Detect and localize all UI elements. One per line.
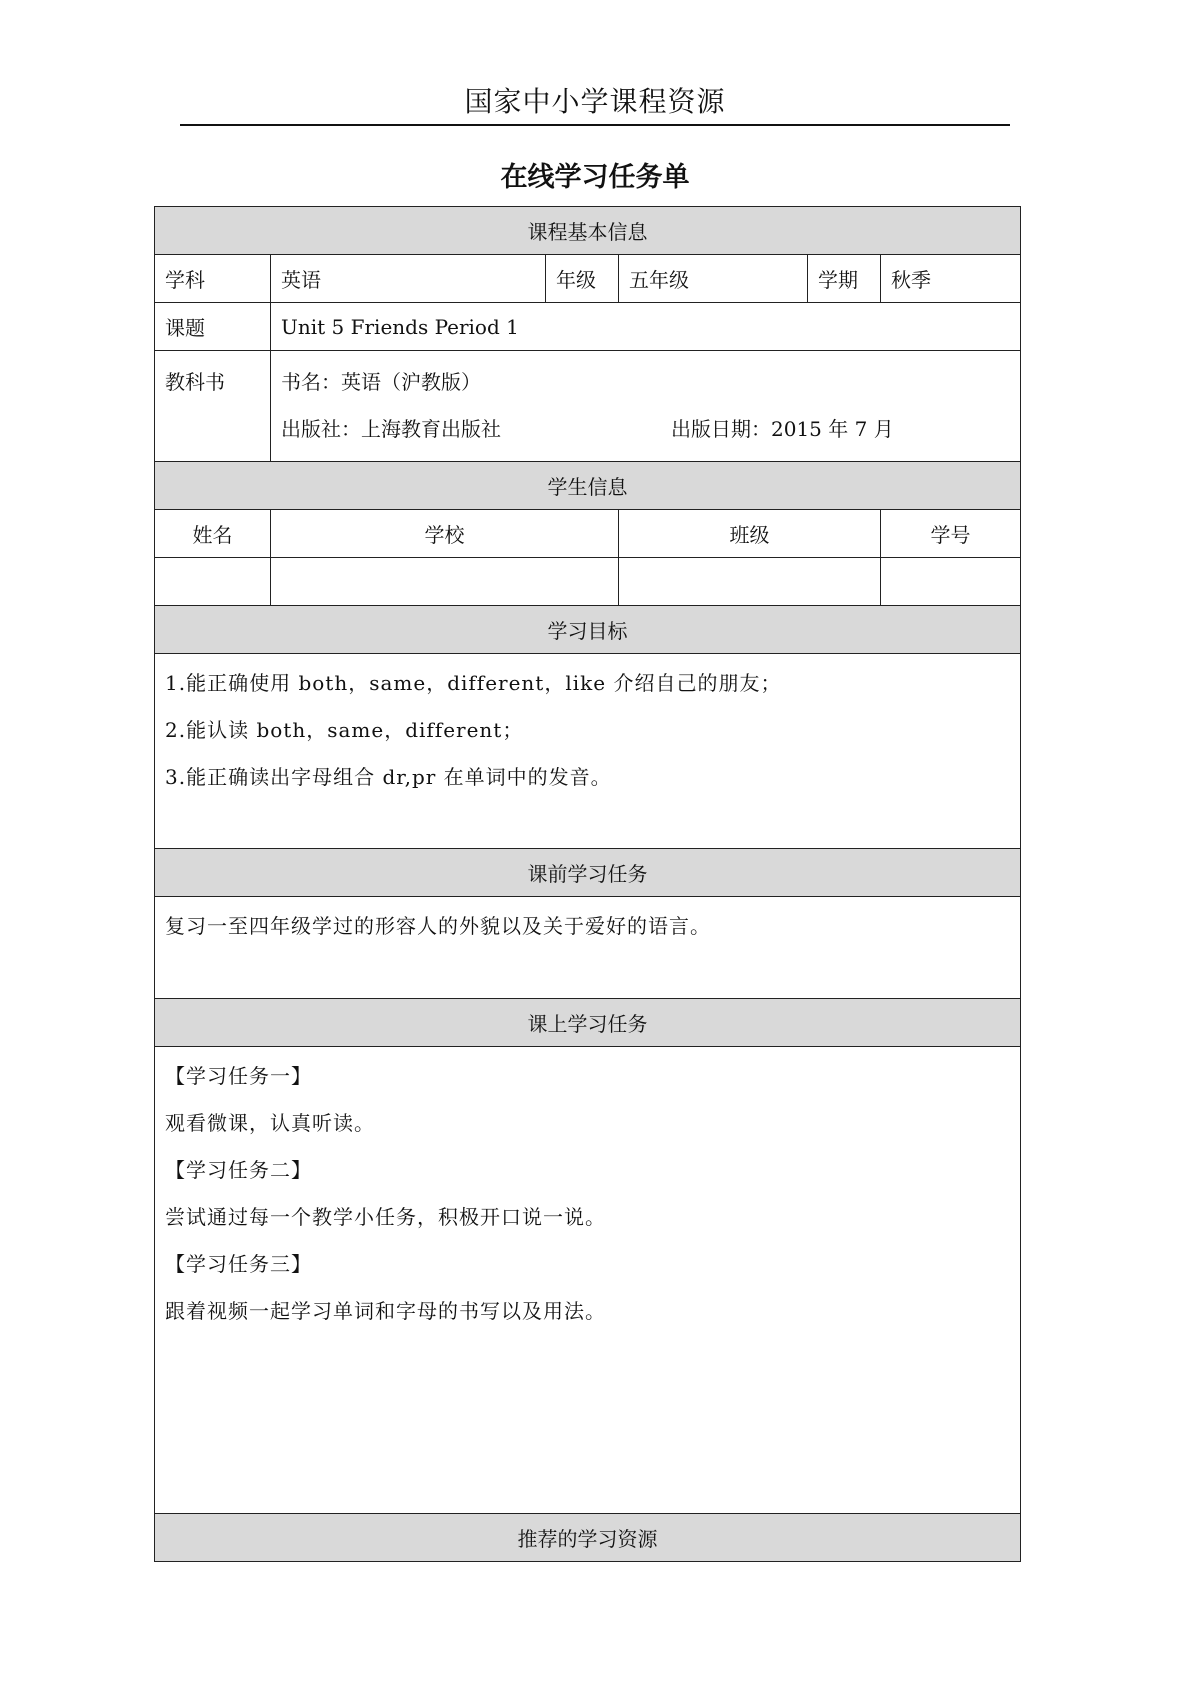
section-student-info: 学生信息 (155, 462, 1021, 510)
student-school-header: 学校 (271, 510, 619, 558)
grade-value: 五年级 (619, 255, 808, 303)
section-course-info: 课程基本信息 (155, 207, 1021, 255)
textbook-info (271, 351, 1021, 462)
student-school-field[interactable] (271, 558, 619, 606)
site-header-title: 国家中小学课程资源 (464, 85, 726, 118)
term-label: 学期 (808, 255, 881, 303)
student-id-field[interactable] (881, 558, 1021, 606)
topic-label: 课题 (155, 303, 271, 351)
student-class-field[interactable] (619, 558, 881, 606)
task-sheet-table (154, 206, 1021, 1562)
task-description: 尝试通过每一个教学小任务，积极开口说一说。 (165, 1205, 606, 1229)
student-class-header: 班级 (619, 510, 881, 558)
grade-label: 年级 (546, 255, 619, 303)
header-divider (180, 124, 1010, 126)
section-in-class: 课上学习任务 (155, 999, 1021, 1047)
in-class-content (155, 1047, 1021, 1514)
section-pre-class: 课前学习任务 (155, 849, 1021, 897)
section-resources: 推荐的学习资源 (155, 1514, 1021, 1562)
publish-date: 出版日期：2015 年 7 月 (671, 417, 894, 441)
publisher-line (281, 406, 1010, 453)
student-id-header: 学号 (881, 510, 1021, 558)
topic-value: Unit 5 Friends Period 1 (271, 303, 1021, 351)
objectives-content (155, 654, 1021, 849)
task-heading: 【学习任务一】 (165, 1064, 312, 1088)
pre-class-content (155, 897, 1021, 999)
subject-label: 学科 (155, 255, 271, 303)
objective-item: 2.能认读 both，same，different； (165, 718, 524, 742)
section-objectives: 学习目标 (155, 606, 1021, 654)
pre-class-text: 复习一至四年级学过的形容人的外貌以及关于爱好的语言。 (165, 914, 711, 938)
document-title: 在线学习任务单 (500, 162, 690, 193)
textbook-label (155, 351, 271, 462)
subject-value: 英语 (271, 255, 546, 303)
task-description: 跟着视频一起学习单词和字母的书写以及用法。 (165, 1299, 606, 1323)
book-name: 书名：英语（沪教版） (281, 370, 481, 394)
student-name-field[interactable] (155, 558, 271, 606)
objective-item: 3.能正确读出字母组合 dr,pr 在单词中的发音。 (165, 765, 612, 789)
publisher: 出版社：上海教育出版社 (281, 417, 501, 441)
objective-item: 1.能正确使用 both，same，different，like 介绍自己的朋友； (165, 671, 782, 695)
task-heading: 【学习任务二】 (165, 1158, 312, 1182)
task-heading: 【学习任务三】 (165, 1252, 312, 1276)
student-name-header: 姓名 (155, 510, 271, 558)
term-value: 秋季 (881, 255, 1021, 303)
task-description: 观看微课，认真听读。 (165, 1111, 375, 1135)
textbook-label-text: 教科书 (165, 370, 225, 394)
